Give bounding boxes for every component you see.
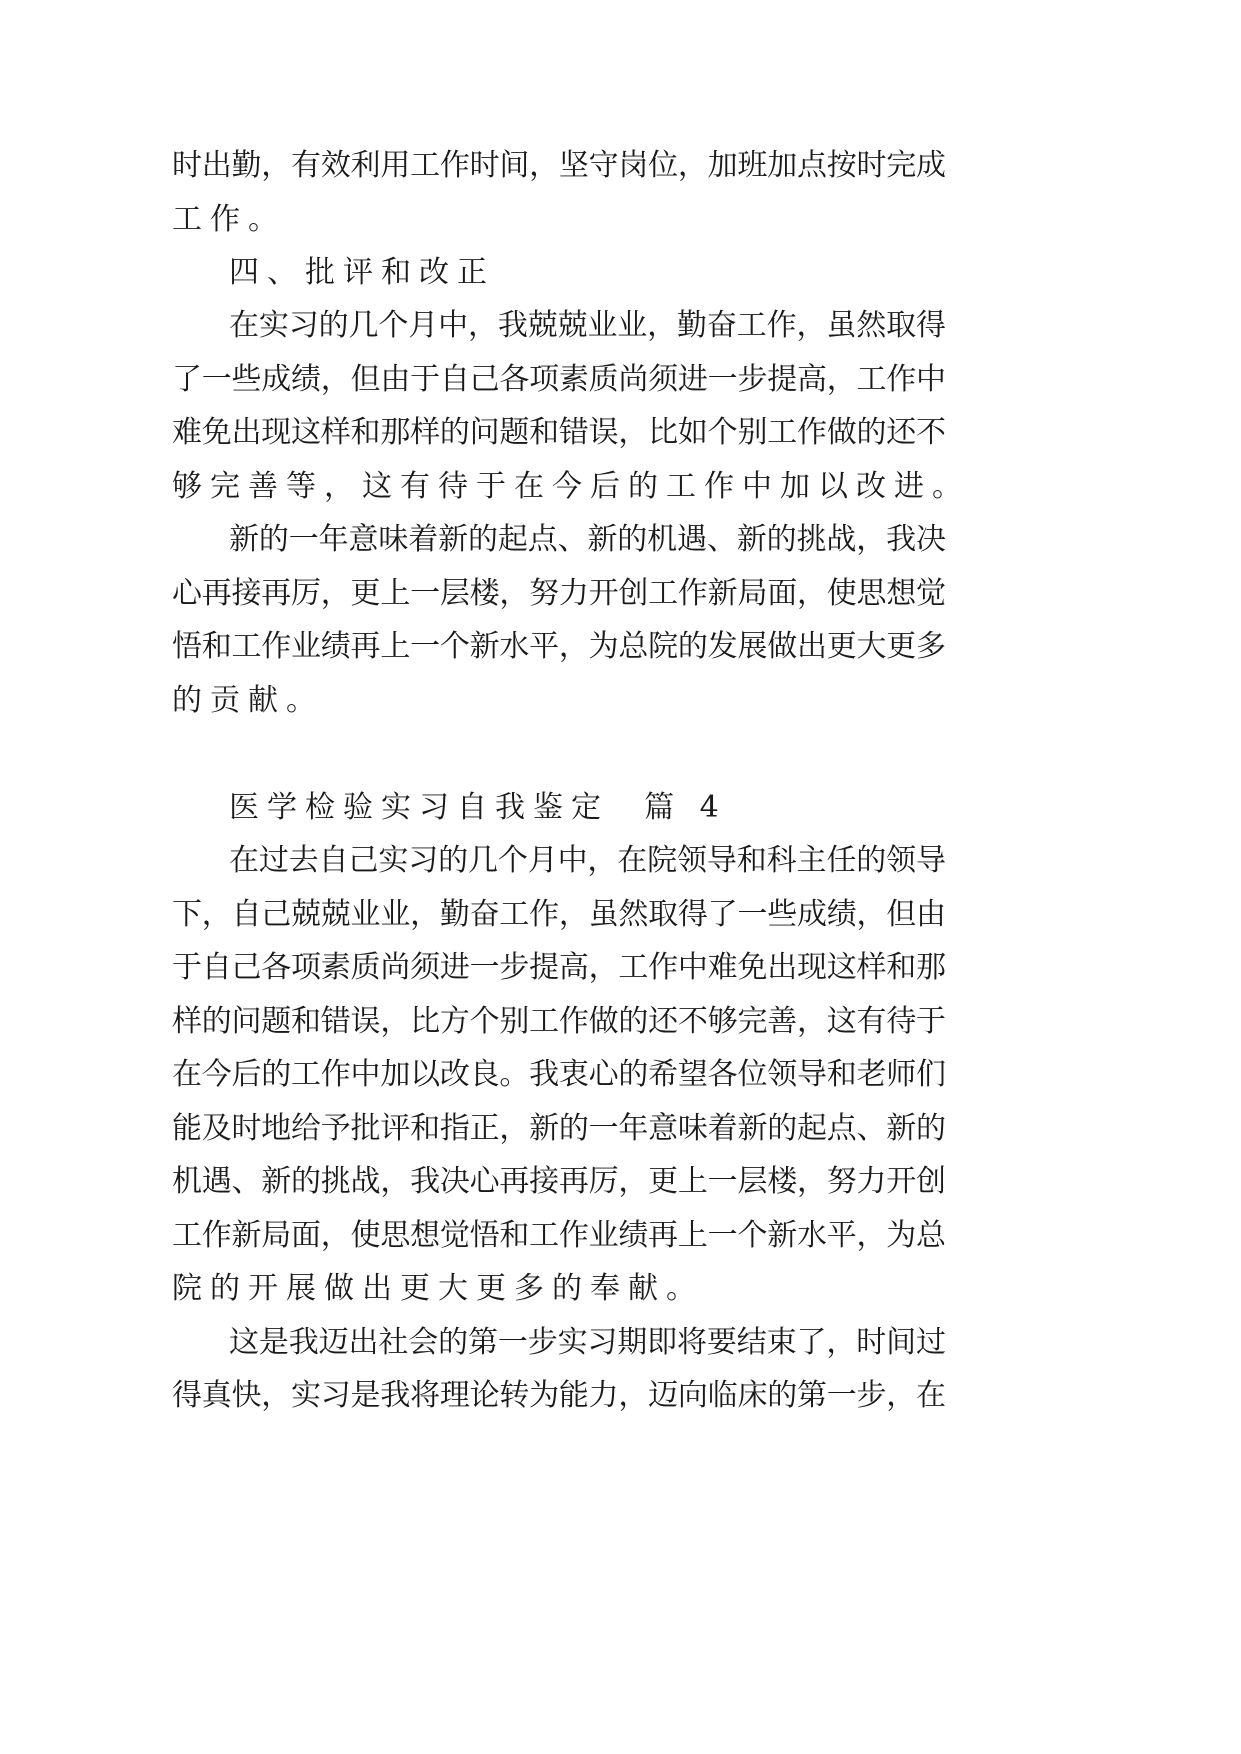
text-line-content: 工作。 bbox=[172, 202, 286, 237]
text-line-content: 于自己各项素质尚须进一步提高，工作中难免出现这样和那 bbox=[172, 950, 946, 985]
text-line bbox=[0, 885, 1241, 945]
text-line-content: 得真快，实习是我将理论转为能力，迈向临床的第一步，在 bbox=[172, 1378, 946, 1413]
text-line-content: 新的一年意味着新的起点、新的机遇、新的挑战，我决 bbox=[229, 522, 946, 557]
text-line bbox=[0, 1099, 1241, 1159]
text-line-content: 工作新局面，使思想觉悟和工作业绩再上一个新水平，为总 bbox=[172, 1218, 946, 1253]
text-line-content: 在实习的几个月中，我兢兢业业，勤奋工作，虽然取得 bbox=[229, 308, 946, 343]
text-line bbox=[0, 136, 1241, 196]
text-line-content: 四、批评和改正 bbox=[229, 255, 495, 290]
text-line-content: 的贡献。 bbox=[172, 683, 324, 718]
text-line bbox=[0, 1045, 1241, 1105]
text-line-content: 时出勤，有效利用工作时间，坚守岗位，加班加点按时完成 bbox=[172, 148, 946, 183]
text-line bbox=[0, 831, 1241, 891]
text-line-content: 难免出现这样和那样的问题和错误，比如个别工作做的还不 bbox=[172, 415, 946, 450]
text-line bbox=[0, 564, 1241, 624]
text-line bbox=[0, 1152, 1241, 1212]
text-line bbox=[0, 403, 1241, 463]
text-line-content: 了一些成绩，但由于自己各项素质尚须进一步提高，工作中 bbox=[172, 362, 946, 397]
text-line bbox=[0, 1366, 1241, 1426]
text-line-content: 在过去自己实习的几个月中，在院领导和科主任的领导 bbox=[229, 843, 946, 878]
text-line-content: 机遇、新的挑战，我决心再接再厉，更上一层楼，努力开创 bbox=[172, 1164, 946, 1199]
text-line-content: 够完善等，这有待于在今后的工作中加以改进。 bbox=[172, 469, 970, 504]
text-line-content: 下，自己兢兢业业，勤奋工作，虽然取得了一些成绩，但由 bbox=[172, 897, 946, 932]
text-line-content: 在今后的工作中加以改良。我衷心的希望各位领导和老师们 bbox=[172, 1057, 946, 1092]
text-line bbox=[0, 1313, 1241, 1373]
text-line-content: 这是我迈出社会的第一步实习期即将要结束了，时间过 bbox=[229, 1325, 946, 1360]
text-line bbox=[0, 457, 1241, 517]
text-line-content: 样的问题和错误，比方个别工作做的还不够完善，这有待于 bbox=[172, 1004, 946, 1039]
text-line-content: 医学检验实习自我鉴定 篇 4 bbox=[229, 790, 727, 825]
text-line bbox=[0, 617, 1241, 677]
text-line bbox=[0, 1259, 1241, 1319]
text-line-content: 能及时地给予批评和指正，新的一年意味着新的起点、新的 bbox=[172, 1111, 946, 1146]
text-line bbox=[0, 1206, 1241, 1266]
text-line bbox=[0, 992, 1241, 1052]
text-line-content: 院的开展做出更大更多的奉献。 bbox=[172, 1271, 704, 1306]
text-line bbox=[0, 938, 1241, 998]
text-line-content: 心再接再厉，更上一层楼，努力开创工作新局面，使思想觉 bbox=[172, 576, 946, 611]
section-title bbox=[0, 778, 1241, 838]
text-line bbox=[0, 350, 1241, 410]
text-line bbox=[0, 510, 1241, 570]
text-line bbox=[0, 671, 1241, 731]
text-line bbox=[0, 190, 1241, 250]
text-line-content: 悟和工作业绩再上一个新水平，为总院的发展做出更大更多 bbox=[172, 629, 946, 664]
section-heading bbox=[0, 243, 1241, 303]
text-line bbox=[0, 296, 1241, 356]
